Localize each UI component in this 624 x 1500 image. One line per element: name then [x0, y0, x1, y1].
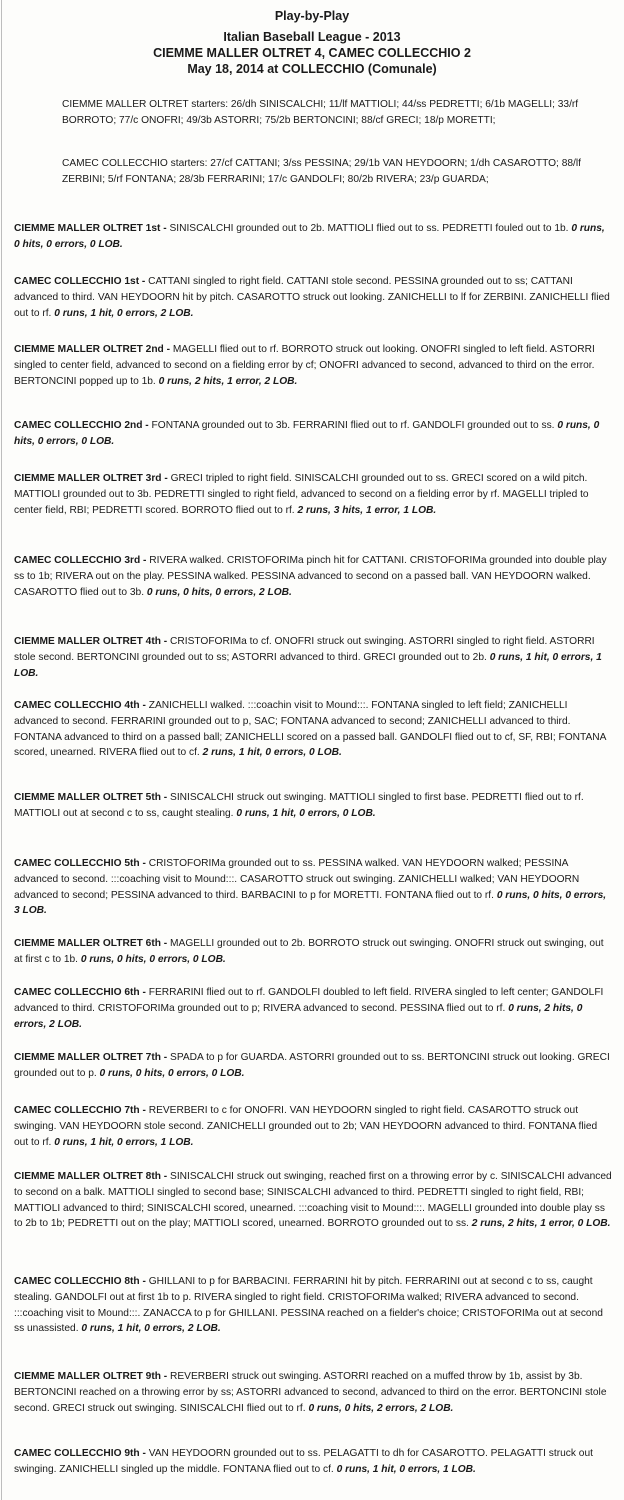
- inning-label: CAMEC COLLECCHIO 8th -: [14, 1276, 146, 1287]
- inning-text: CATTANI singled to right field. CATTANI stole second. PESSINA grounded out to ss; CATTANI advanced to third. VAN HEYDOORN hit by pitch. CASAROTTO struck out looking. ZANICHELLI to lf for ZERBINI. ZANICHELLI flied out to rf.: [14, 276, 610, 319]
- inning-entry: [14, 634, 612, 681]
- inning-label: CIEMME MALLER OLTRET 2nd -: [14, 344, 171, 355]
- inning-entry: [14, 985, 612, 1032]
- inning-text: REVERBERI struck out swinging. ASTORRI reached on a muffed throw by 1b, assist by 3b. BERTONCINI reached on a throwing error by ss; ASTORRI advanced to second, advanced to third on the error. BERTONCINI stole second. GRECI struck out swinging. SINISCALCHI flied out to rf.: [14, 1371, 607, 1414]
- inning-summary: 0 runs, 0 hits, 0 errors, 0 LOB.: [99, 1067, 245, 1079]
- inning-entry: [14, 856, 612, 919]
- page-edge-line: [1, 0, 2, 1500]
- inning-summary: 0 runs, 2 hits, 1 error, 2 LOB.: [158, 375, 298, 387]
- inning-summary: 0 runs, 0 hits, 0 errors, 0 LOB.: [14, 420, 600, 447]
- inning-summary: 0 runs, 1 hit, 0 errors, 0 LOB.: [236, 807, 376, 819]
- inning-summary: 0 runs, 0 hits, 0 errors, 2 LOB.: [146, 586, 292, 598]
- inning-label: CAMEC COLLECCHIO 9th -: [14, 1448, 146, 1459]
- inning-text: FONTANA grounded out to 3b. FERRARINI flied out to rf. GANDOLFI grounded out to ss.: [151, 420, 555, 431]
- inning-entry: [14, 1446, 612, 1478]
- inning-text: CRISTOFORIMa to cf. ONOFRI struck out swinging. ASTORRI singled to right field. ASTORRI stole second. BERTONCINI grounded out to ss; ASTORRI advanced to third. GRECI grounded out to 2b.: [14, 636, 595, 663]
- inning-text: GHILLANI to p for BARBACINI. FERRARINI hit by pitch. FERRARINI out at second c to ss, caught stealing. GANDOLFI out at first 1b to p. RIVERA singled to right field. CRISTOFORIMa walked; RIVERA advanced to second. :::coaching visit to Mound:::. ZANACCA to p for GHILLANI. PESSINA reached on a fielder's choice; CRISTOFORIMa out at second ss unassisted.: [14, 1276, 603, 1335]
- home-starters: CAMEC COLLECCHIO starters: 27/cf CATTANI; 3/ss PESSINA; 29/1b VAN HEYDOORN; 1/dh CASAROTTO; 88/lf ZERBINI; 5/rf FONTANA; 28/3b FERRARINI; 17/c GANDOLFI; 80/2b RIVERA; 23/p GUARDA;: [62, 158, 581, 185]
- inning-text: MAGELLI flied out to rf. BORROTO struck out looking. ONOFRI singled to left field. ASTORRI singled to center field, advanced to second on a fielding error by cf; ONOFRI advanced to second, advanced to third on the error. BERTONCINI popped up to 1b.: [14, 344, 595, 387]
- inning-entry: [14, 418, 612, 450]
- inning-entry: [14, 1369, 612, 1416]
- document-title: Play-by-Play: [274, 9, 350, 23]
- inning-text: MAGELLI grounded out to 2b. BORROTO struck out swinging. ONOFRI struck out swinging, out at first c to 1b.: [14, 938, 604, 965]
- inning-label: CAMEC COLLECCHIO 2nd -: [14, 420, 149, 431]
- inning-summary: 2 runs, 2 hits, 1 error, 0 LOB.: [471, 1218, 611, 1230]
- inning-summary: 0 runs, 1 hit, 0 errors, 1 LOB.: [54, 1136, 194, 1148]
- inning-entry: [14, 698, 612, 761]
- inning-label: CIEMME MALLER OLTRET 6th -: [14, 938, 168, 949]
- inning-label: CIEMME MALLER OLTRET 9th -: [14, 1371, 168, 1382]
- inning-entry: [14, 274, 612, 321]
- inning-text: SINISCALCHI struck out swinging, reached first on a throwing error by c. SINISCALCHI advanced to second on a balk. MATTIOLI singled to second base; SINISCALCHI advanced to third. PEDRETTI singled to right field, RBI; MATTIOLI advanced to third; SINISCALCHI scored, unearned. :::coaching visit to Mound:::. MAGELLI grounded into double play ss to 2b to 1b; PEDRETTI out on the play; MATTIOLI scored, unearned. BORROTO grounded out to ss.: [14, 1171, 612, 1230]
- inning-entry: [14, 1103, 612, 1150]
- inning-entry: [14, 790, 612, 822]
- inning-text: VAN HEYDOORN grounded out to ss. PELAGATTI to dh for CASAROTTO. PELAGATTI struck out swinging. ZANICHELLI singled up the middle. FONTANA flied out to cf.: [14, 1448, 593, 1475]
- inning-summary: 0 runs, 2 hits, 0 errors, 2 LOB.: [14, 1002, 583, 1030]
- inning-entry: [14, 1050, 612, 1082]
- inning-entry: [14, 1274, 612, 1337]
- game-matchup: CIEMME MALLER OLTRET 4, CAMEC COLLECCHIO 2: [153, 46, 471, 60]
- inning-summary: 0 runs, 0 hits, 0 errors, 0 LOB.: [80, 953, 226, 965]
- inning-entry: [14, 553, 612, 600]
- inning-label: CIEMME MALLER OLTRET 3rd -: [14, 473, 168, 484]
- inning-summary: 0 runs, 1 hit, 0 errors, 2 LOB.: [81, 1323, 221, 1335]
- inning-summary: 0 runs, 1 hit, 0 errors, 2 LOB.: [54, 307, 194, 319]
- inning-label: CIEMME MALLER OLTRET 4th -: [14, 636, 168, 647]
- inning-label: CAMEC COLLECCHIO 3rd -: [14, 555, 147, 566]
- inning-summary: 2 runs, 1 hit, 0 errors, 0 LOB.: [202, 747, 342, 759]
- inning-entry: [14, 936, 612, 968]
- game-date-venue: May 18, 2014 at COLLECCHIO (Comunale): [187, 62, 437, 76]
- inning-text: SPADA to p for GUARDA. ASTORRI grounded out to ss. BERTONCINI struck out looking. GRECI grounded out to p.: [14, 1052, 610, 1079]
- inning-entry: [14, 1169, 612, 1232]
- inning-text: CRISTOFORIMa grounded out to ss. PESSINA walked. VAN HEYDOORN walked; PESSINA advanced to second. :::coaching visit to Mound:::. CASAROTTO struck out swinging. ZANICHELLI walked; VAN HEYDOORN advanced to second; PESSINA advanced to third. BARBACINI to p for MORETTI. FONTANA flied out to rf.: [14, 858, 580, 901]
- inning-label: CAMEC COLLECCHIO 1st -: [14, 276, 146, 287]
- inning-label: CAMEC COLLECCHIO 6th -: [14, 987, 146, 998]
- inning-text: SINISCALCHI grounded out to 2b. MATTIOLI flied out to ss. PEDRETTI fouled out to 1b.: [169, 223, 569, 234]
- inning-label: CAMEC COLLECCHIO 4th -: [14, 700, 146, 711]
- inning-text: REVERBERI to c for ONOFRI. VAN HEYDOORN singled to right field. CASAROTTO struck out swinging. VAN HEYDOORN stole second. ZANICHELLI grounded out to 2b; VAN HEYDOORN advanced to third. FONTANA flied out to rf.: [14, 1105, 598, 1148]
- inning-entry: [14, 342, 612, 389]
- inning-label: CAMEC COLLECCHIO 5th -: [14, 858, 146, 869]
- inning-label: CIEMME MALLER OLTRET 5th -: [14, 792, 168, 803]
- inning-text: FERRARINI flied out to rf. GANDOLFI doubled to left field. RIVERA singled to left center; GANDOLFI advanced to third. CRISTOFORIMa grounded out to p; RIVERA advanced to second. PESSINA flied out to rf.: [14, 987, 604, 1014]
- inning-entry: [14, 471, 612, 518]
- inning-label: CIEMME MALLER OLTRET 1st -: [14, 223, 167, 234]
- inning-text: SINISCALCHI struck out swinging. MATTIOLI singled to first base. PEDRETTI flied out to rf. MATTIOLI out at second c to ss, caught stealing.: [14, 792, 584, 819]
- inning-summary: 0 runs, 0 hits, 0 errors, 0 LOB.: [14, 223, 605, 250]
- visitor-starters: CIEMME MALLER OLTRET starters: 26/dh SINISCALCHI; 11/lf MATTIOLI; 44/ss PEDRETTI; 6/1b MAGELLI; 33/rf BORROTO; 77/c ONOFRI; 49/3b ASTORRI; 75/2b BERTONCINI; 88/cf GRECI; 18/p MORETTI;: [62, 99, 579, 126]
- inning-summary: 0 runs, 0 hits, 0 errors, 3 LOB.: [14, 889, 607, 917]
- inning-summary: 0 runs, 1 hit, 0 errors, 1 LOB.: [14, 651, 602, 679]
- inning-summary: 2 runs, 3 hits, 1 error, 1 LOB.: [297, 504, 437, 516]
- inning-summary: 0 runs, 0 hits, 2 errors, 2 LOB.: [308, 1402, 454, 1414]
- inning-text: ZANICHELLI walked. :::coachin visit to Mound:::. FONTANA singled to left field; ZANICHELLI advanced to second. FERRARINI grounded out to p, SAC; FONTANA advanced to second; ZANICHELLI advanced to third. FONTANA advanced to third on a passed ball; ZANICHELLI scored on a passed ball. GANDOLFI flied out to cf, SF, RBI; FONTANA scored, unearned. RIVERA flied out to cf.: [14, 700, 606, 759]
- league-name: Italian Baseball League - 2013: [223, 30, 401, 44]
- inning-text: RIVERA walked. CRISTOFORIMa pinch hit for CATTANI. CRISTOFORIMa grounded into double play ss to 1b; RIVERA out on the play. PESSINA walked. PESSINA advanced to second on a passed ball. VAN HEYDOORN walked. CASAROTTO flied out to 3b.: [14, 555, 607, 598]
- inning-label: CIEMME MALLER OLTRET 7th -: [14, 1052, 168, 1063]
- inning-entry: [14, 221, 612, 253]
- inning-summary: 0 runs, 1 hit, 0 errors, 1 LOB.: [336, 1463, 476, 1475]
- inning-label: CIEMME MALLER OLTRET 8th -: [14, 1171, 168, 1182]
- inning-label: CAMEC COLLECCHIO 7th -: [14, 1105, 146, 1116]
- inning-text: GRECI tripled to right field. SINISCALCHI grounded out to ss. GRECI scored on a wild pitch. MATTIOLI grounded out to 3b. PEDRETTI singled to right field, advanced to second on a fielding error by rf. MAGELLI tripled to center field, RBI; PEDRETTI scored. BORROTO flied out to rf.: [14, 473, 589, 516]
